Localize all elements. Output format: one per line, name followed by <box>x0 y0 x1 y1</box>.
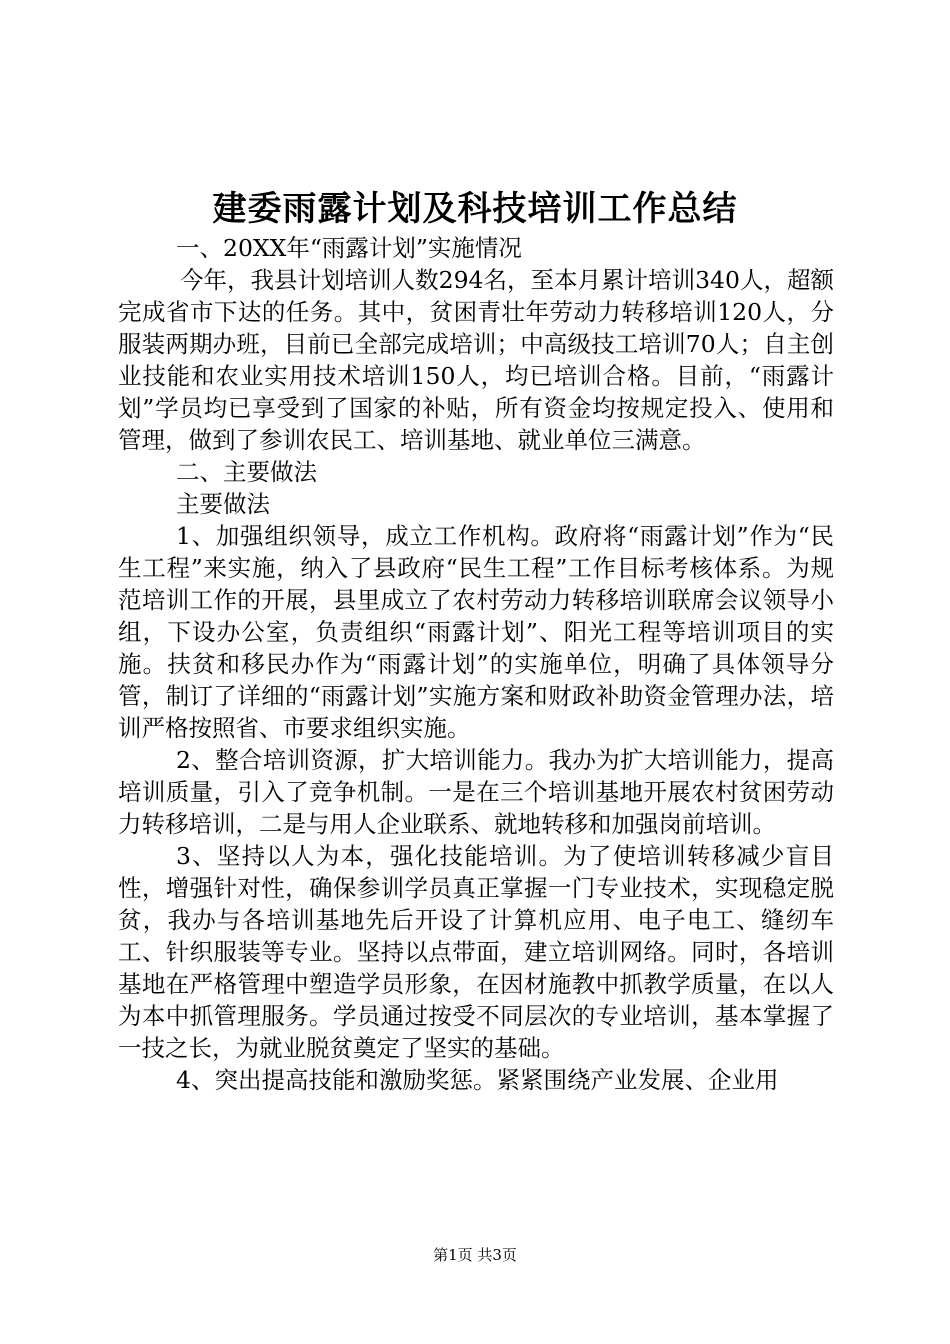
document-body <box>118 232 834 1096</box>
paragraph-implementation: 今年，我县计划培训人数294名，至本月累计培训340人，超额完成省市下达的任务。其中，贫困青壮年劳动力转移培训120人，分服装两期办班，目前已全部完成培训；中高级技工培训70人；自主创业技能和农业实用技术培训150人，均已培训合格。目前，“雨露计划”学员均已享受到了国家的补贴，所有资金均按规定投入、使用和管理，做到了参训农民工、培训基地、就业单位三满意。 <box>118 266 834 454</box>
section-heading-2: 二、主要做法 <box>176 458 317 486</box>
paragraph-item-1: 1、加强组织领导，成立工作机构。政府将“雨露计划”作为“民生工程”来实施，纳入了县政府“民生工程”工作目标考核体系。为规范培训工作的开展，县里成立了农村劳动力转移培训联席会议领导小组，下设办公室，负责组织“雨露计划”、阳光工程等培训项目的实施。扶贫和移民办作为“雨露计划”的实施单位，明确了具体领导分管，制订了详细的“雨露计划”实施方案和财政补助资金管理办法，培训严格按照省、市要求组织实施。 <box>118 522 834 742</box>
subheading-main-practices: 主要做法 <box>176 490 270 518</box>
section-heading-1: 一、20XX年“雨露计划”实施情况 <box>176 234 522 262</box>
paragraph-item-4: 4、突出提高技能和激励奖惩。紧紧围绕产业发展、企业用 <box>176 1066 779 1094</box>
page-number-footer: 第1页 共3页 <box>433 1246 517 1264</box>
document-title: 建委雨露计划及科技培训工作总结 <box>212 189 738 229</box>
paragraph-item-2: 2、整合培训资源，扩大培训能力。我办为扩大培训能力，提高培训质量，引入了竞争机制。一是在三个培训基地开展农村贫困劳动力转移培训，二是与用人企业联系、就地转移和加强岗前培训。 <box>118 746 834 838</box>
paragraph-item-3: 3、坚持以人为本，强化技能培训。为了使培训转移减少盲目性，增强针对性，确保参训学员真正掌握一门专业技术，实现稳定脱贫，我办与各培训基地先后开设了计算机应用、电子电工、缝纫车工、针织服装等专业。坚持以点带面，建立培训网络。同时，各培训基地在严格管理中塑造学员形象，在因材施教中抓教学质量，在以人为本中抓管理服务。学员通过按受不同层次的专业培训，基本掌握了一技之长，为就业脱贫奠定了坚实的基础。 <box>118 842 834 1062</box>
